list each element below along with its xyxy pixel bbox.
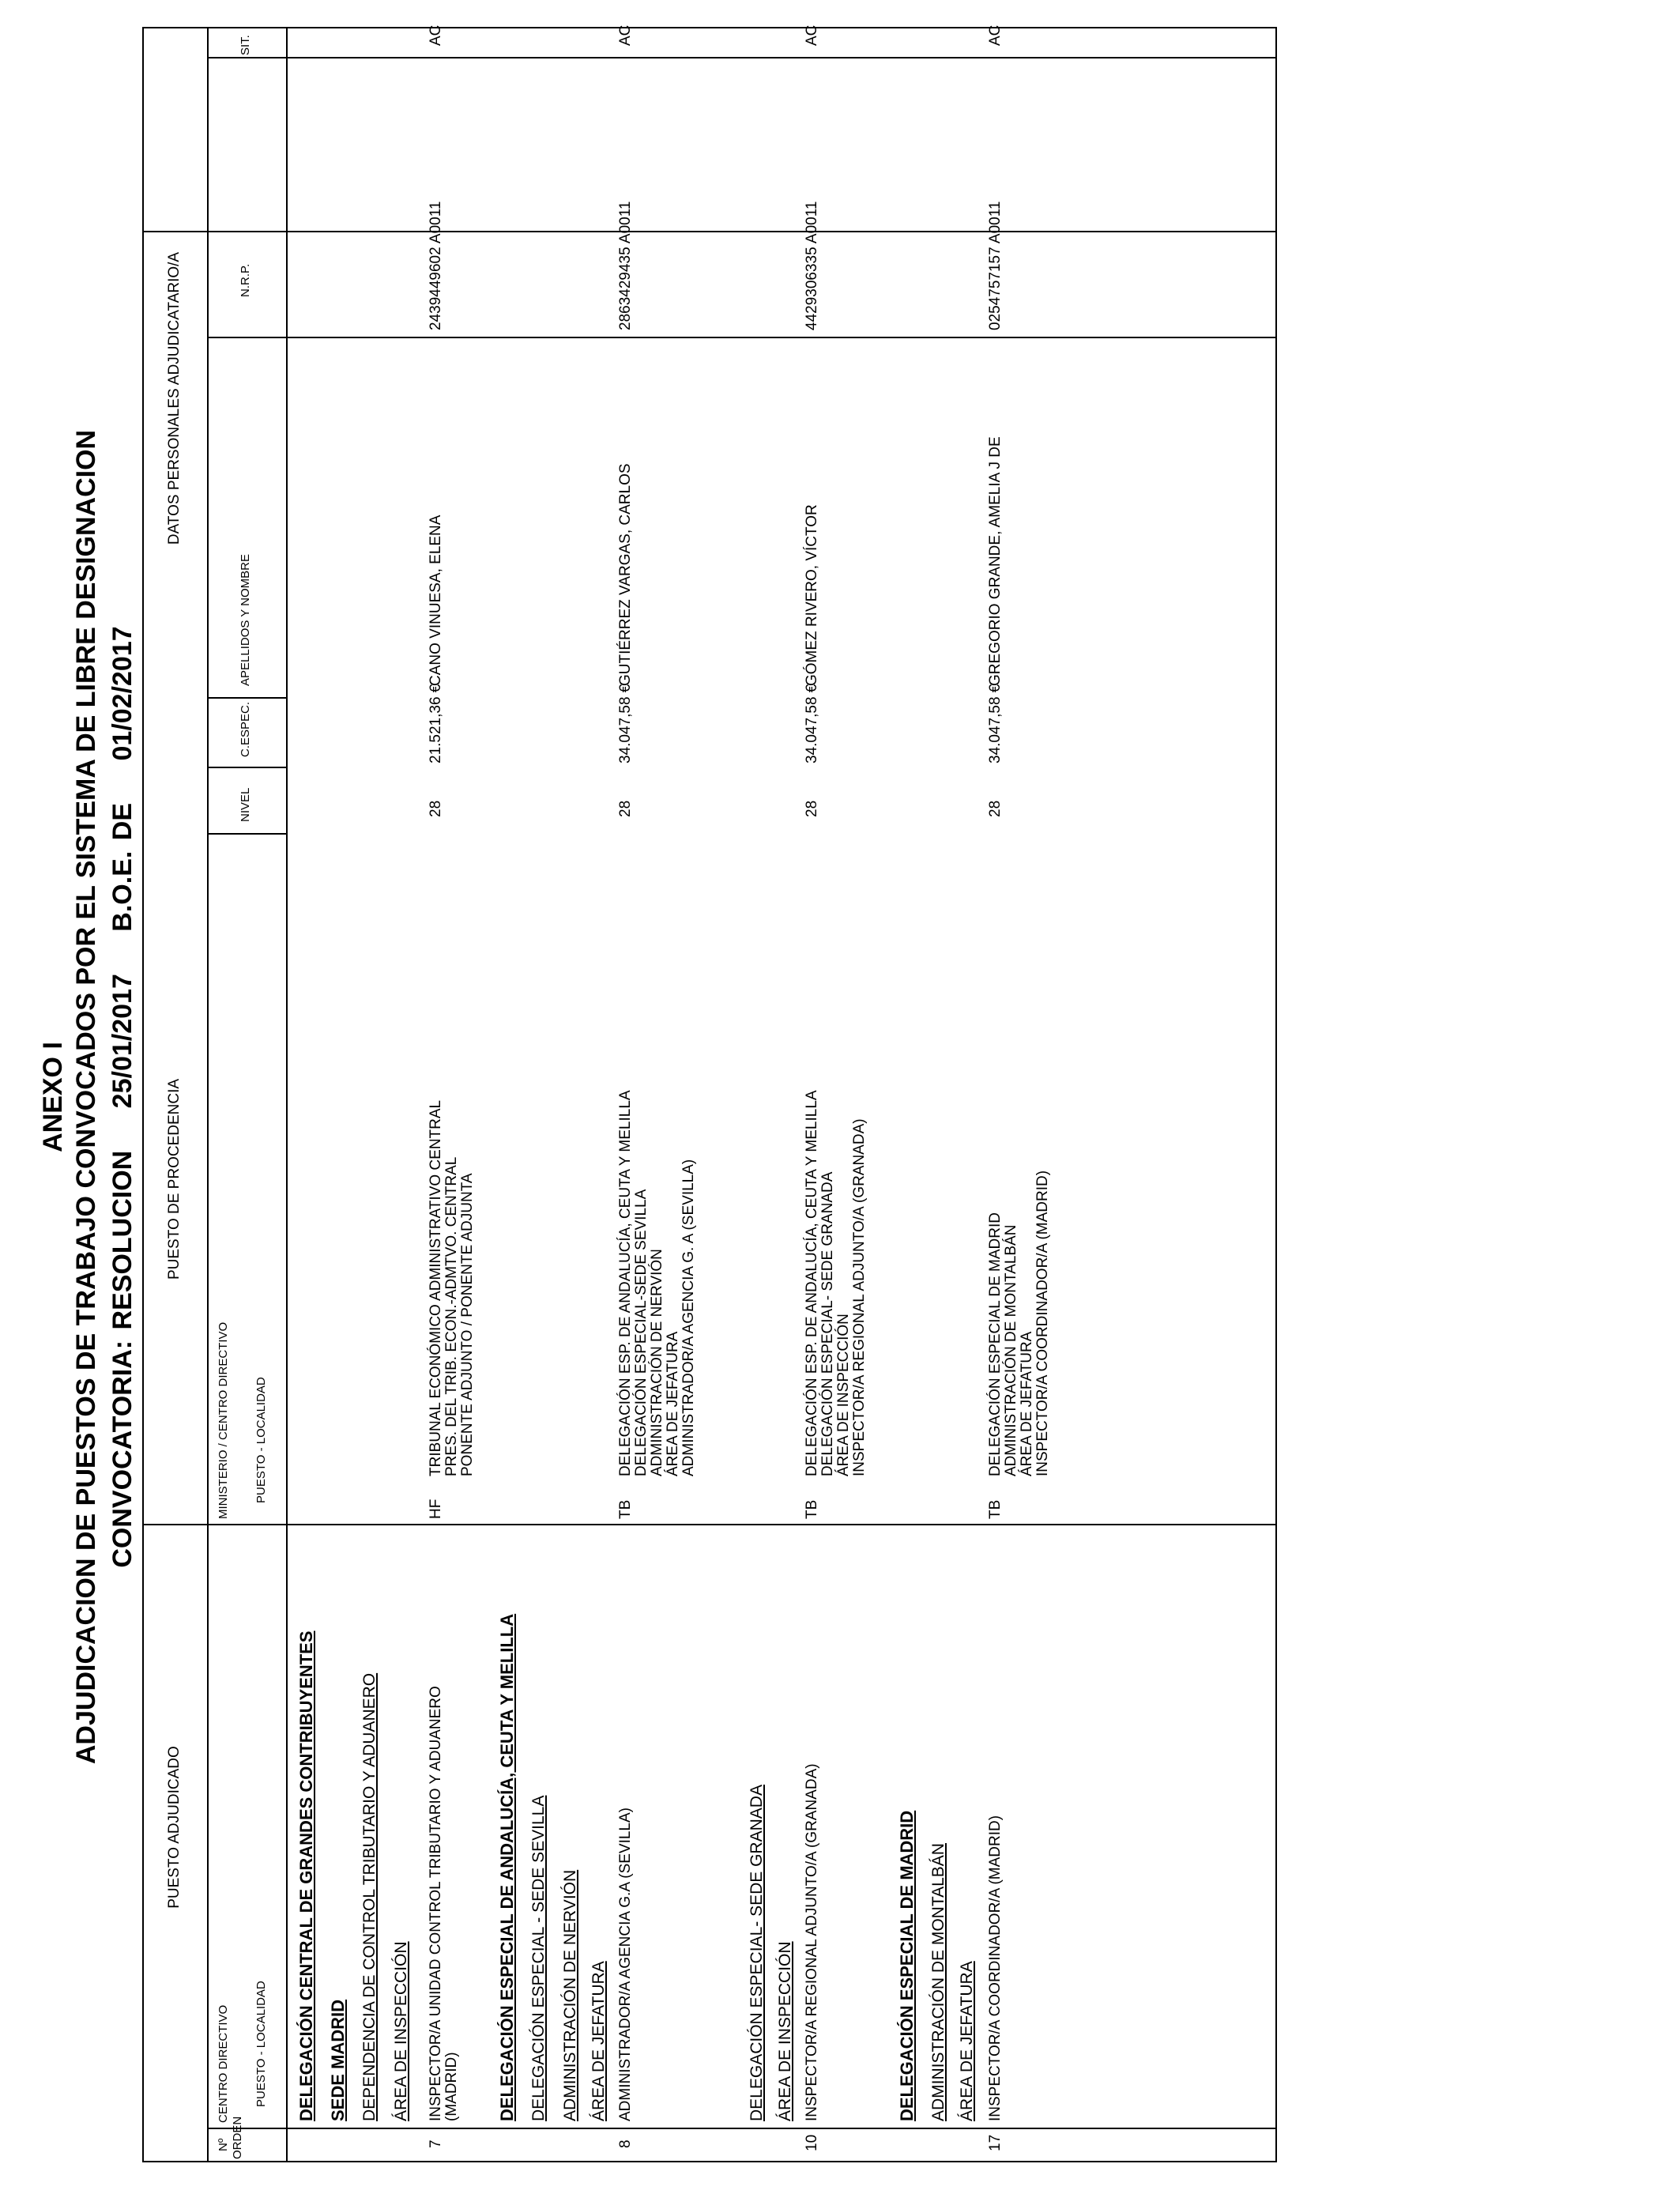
header-line [286, 28, 288, 2161]
procedencia-17-line-3: ÁREA DE JEFATURA [1019, 1331, 1035, 1476]
procedencia-8-line-4: ÁREA DE JEFATURA [665, 1331, 681, 1476]
puesto-procedencia-header: PUESTO DE PROCEDENCIA [166, 1078, 183, 1280]
puesto-adjudicado-header: PUESTO ADJUDICADO [166, 1746, 183, 1909]
sit-header: SIT. [239, 35, 252, 55]
ministerio-header: MINISTERIO / CENTRO DIRECTIVO [217, 1321, 230, 1519]
nrp-17: 0254757157 A0011 [987, 201, 1004, 330]
header-line [207, 28, 209, 2161]
procedencia-17-line-1: DELEGACIÓN ESPECIAL DE MADRID [987, 1212, 1004, 1476]
resolution-date: 25/01/2017 [107, 974, 137, 1109]
c-espec-17: 34.047,58 € [987, 684, 1004, 763]
procedencia-8-line-5: ADMINISTRADOR/A AGENCIA G. A (SEVILLA) [680, 1159, 697, 1476]
sit-17: AC [987, 25, 1004, 46]
col-divider [144, 231, 1275, 232]
nivel-8: 28 [617, 800, 634, 817]
c-espec-8: 34.047,58 € [617, 684, 634, 763]
puesto-17-line-1: INSPECTOR/A COORDINADOR/A (MADRID) [987, 1815, 1004, 2121]
group-2-line-4: ÁREA DE JEFATURA [590, 1961, 608, 2121]
procedencia-8-line-2: DELEGACIÓN ESPECIAL-SEDE SEVILLA [633, 1189, 650, 1476]
group-4-line-2: ADMINISTRACIÓN DE MONTALBÁN [929, 1843, 947, 2121]
group-2-line-3: ADMINISTRACIÓN DE NERVIÓN [561, 1869, 579, 2121]
col-divider [144, 1524, 1275, 1525]
group-3-line-2: ÁREA DE INSPECCIÓN [776, 1941, 794, 2121]
ministerio-7: HF [428, 1498, 444, 1519]
procedencia-10-line-3: ÁREA DE INSPECCIÓN [835, 1314, 852, 1476]
col-divider [207, 337, 1275, 338]
group-2-line-1: DELEGACIÓN ESPECIAL DE ANDALUCÍA, CEUTA Y MELILLA [497, 1613, 517, 2121]
nombre-8: GUTIÉRREZ VARGAS, CARLOS [617, 463, 634, 686]
nrp-7: 2439449602 A0011 [428, 201, 444, 330]
nrp-header: N.R.P. [239, 263, 252, 297]
procedencia-10-line-1: DELEGACIÓN ESP. DE ANDALUCÍA, CEUTA Y MELILLA [804, 1090, 820, 1476]
document-title: ADJUDICACION DE PUESTOS DE TRABAJO CONVOCADOS POR EL SISTEMA DE LIBRE DESIGNACION [71, 429, 101, 1765]
group-4-line-3: ÁREA DE JEFATURA [958, 1961, 976, 2121]
procedencia-10-line-4: INSPECTOR/A REGIONAL ADJUNTO/A (GRANADA) [851, 1118, 868, 1476]
col-divider [207, 833, 286, 835]
ministerio-17: TB [987, 1499, 1004, 1519]
boe-date: 01/02/2017 [107, 626, 137, 761]
procedencia-7-line-2: PRES. DEL TRIB. ECON.-ADMTVO. CENTRAL [443, 1156, 460, 1476]
nivel-10: 28 [804, 800, 820, 817]
nombre-7: CANO VINUESA, ELENA [428, 515, 444, 686]
nrp-8: 2863429435 A0011 [617, 201, 634, 330]
convocatoria-label: CONVOCATORIA: RESOLUCION [107, 1150, 137, 1568]
n-orden-header-1: Nº [217, 2138, 230, 2151]
convocatoria-line [107, 0, 138, 2194]
group-1-line-1: DELEGACIÓN CENTRAL DE GRANDES CONTRIBUYENTES [296, 1630, 316, 2121]
nivel-17: 28 [987, 800, 1004, 817]
allocation-table [142, 27, 1277, 2162]
col-divider [207, 697, 286, 699]
n-orden-header-2: ORDEN [231, 2116, 244, 2159]
orden-7: 7 [428, 2139, 444, 2148]
group-1-line-2: SEDE MADRID [328, 1999, 348, 2121]
datos-personales-header: DATOS PERSONALES ADJUDICATARIO/A [166, 251, 183, 545]
ministerio-10: TB [804, 1499, 820, 1519]
nivel-7: 28 [428, 800, 444, 817]
ministerio-8: TB [617, 1499, 634, 1519]
col-divider [207, 2128, 1275, 2129]
procedencia-8-line-1: DELEGACIÓN ESP. DE ANDALUCÍA, CEUTA Y MELILLA [617, 1090, 634, 1476]
orden-17: 17 [987, 2134, 1004, 2151]
nombre-10: GÓMEZ RIVERO, VÍCTOR [804, 504, 820, 686]
puesto-7-line-2: (MADRID) [443, 2052, 460, 2121]
procedencia-17-line-2: ADMINISTRACIÓN DE MONTALBÁN [1003, 1224, 1019, 1476]
puesto-10-line-1: INSPECTOR/A REGIONAL ADJUNTO/A (GRANADA) [804, 1763, 820, 2121]
group-1-line-3: DEPENDENCIA DE CONTROL TRIBUTARIO Y ADUANERO [360, 1672, 379, 2121]
apellidos-header: APELLIDOS Y NOMBRE [239, 553, 252, 686]
annex-title: ANEXO I [38, 1042, 68, 1152]
procedencia-10-line-2: DELEGACIÓN ESPECIAL- SEDE GRANADA [819, 1171, 836, 1476]
nivel-header: NIVEL [239, 787, 252, 822]
group-3-line-1: DELEGACIÓN ESPECIAL- SEDE GRANADA [748, 1785, 766, 2121]
sit-10: AC [804, 25, 820, 46]
sit-8: AC [617, 25, 634, 46]
puesto-localidad-header-2: PUESTO - LOCALIDAD [254, 1377, 268, 1503]
sit-7: AC [428, 25, 444, 46]
c-espec-header: C.ESPEC. [239, 701, 252, 757]
puesto-8-line-1: ADMINISTRADOR/A AGENCIA G.A (SEVILLA) [617, 1808, 634, 2121]
orden-10: 10 [804, 2134, 820, 2151]
procedencia-8-line-3: ADMINISTRACIÓN DE NERVIÓN [649, 1249, 665, 1476]
puesto-localidad-header: PUESTO - LOCALIDAD [254, 1981, 268, 2107]
orden-8: 8 [617, 2139, 634, 2148]
col-divider [207, 57, 1275, 58]
c-espec-7: 21.521,36 € [428, 684, 444, 763]
procedencia-7-line-1: TRIBUNAL ECONÓMICO ADMINISTRATIVO CENTRAL [428, 1099, 444, 1476]
nombre-17: GREGORIO GRANDE, AMELIA J DE [987, 436, 1004, 686]
puesto-7-line-1: INSPECTOR/A UNIDAD CONTROL TRIBUTARIO Y ADUANERO [428, 1686, 444, 2121]
nrp-10: 4429306335 A0011 [804, 201, 820, 330]
centro-directivo-header: CENTRO DIRECTIVO [217, 2004, 230, 2123]
group-1-line-4: ÁREA DE INSPECCIÓN [392, 1941, 410, 2121]
procedencia-7-line-3: PONENTE ADJUNTO / PONENTE ADJUNTA [459, 1173, 476, 1476]
procedencia-17-line-4: INSPECTOR/A COORDINADOR/A (MADRID) [1034, 1170, 1051, 1476]
group-2-line-2: DELEGACIÓN ESPECIAL - SEDE SEVILLA [529, 1795, 548, 2121]
col-divider [207, 767, 286, 768]
c-espec-10: 34.047,58 € [804, 684, 820, 763]
group-4-line-1: DELEGACIÓN ESPECIAL DE MADRID [897, 1810, 917, 2121]
boe-label: B.O.E. DE [107, 802, 137, 932]
